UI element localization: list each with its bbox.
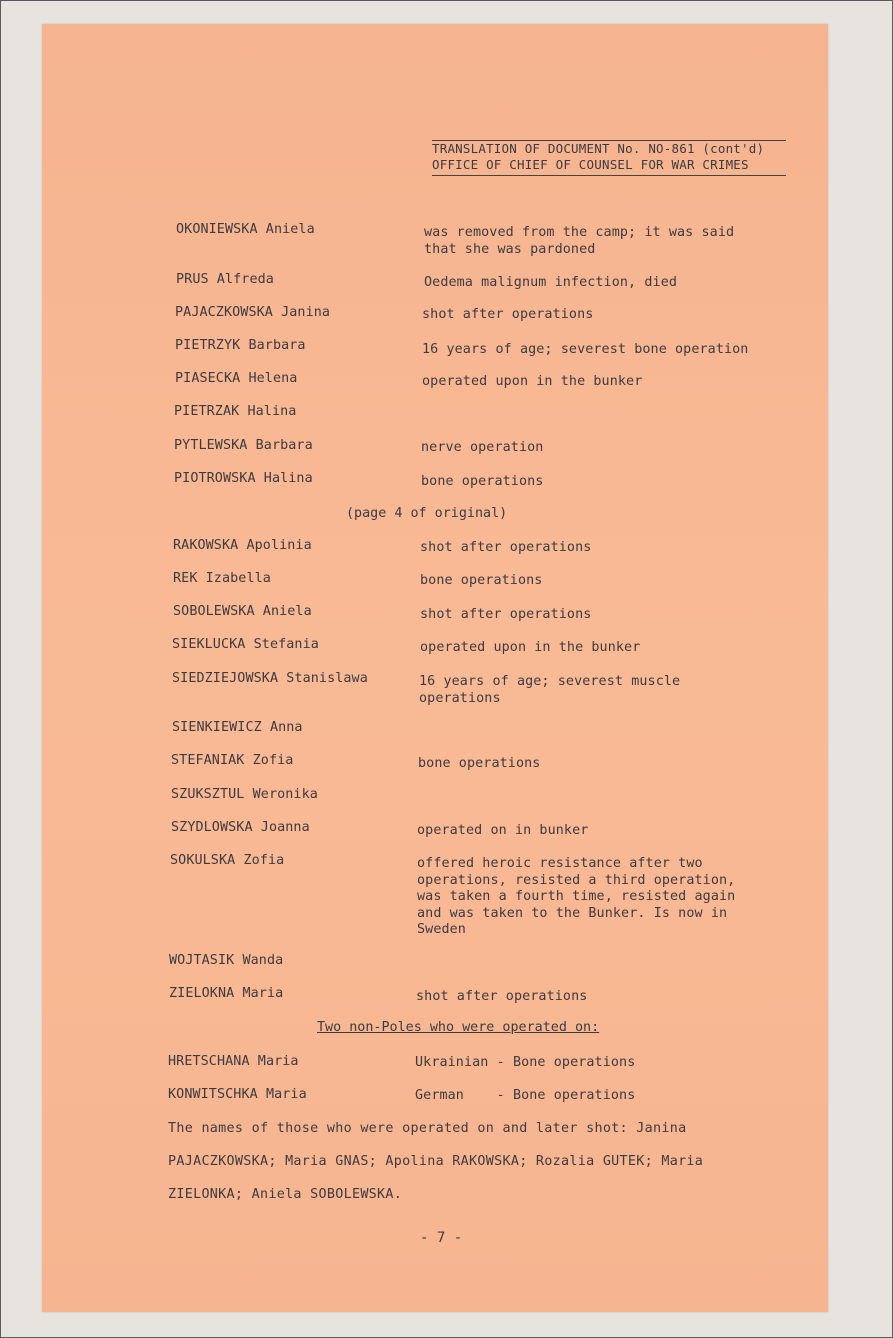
page-marker: (page 4 of original)	[346, 506, 508, 521]
entry-desc: bone operations	[421, 474, 544, 489]
header-line-1: TRANSLATION OF DOCUMENT No. NO-861 (cont'd)	[432, 140, 786, 157]
entry-desc: nerve operation	[421, 440, 544, 455]
entry-name: PIOTROWSKA Halina	[174, 471, 313, 486]
entry-desc: bone operations	[420, 573, 543, 588]
entry-name: SIEDZIEJOWSKA Stanislawa	[172, 671, 368, 686]
entry-name: PIETRZAK Halina	[174, 404, 297, 419]
header-line-2: OFFICE OF CHIEF OF COUNSEL FOR WAR CRIMES	[432, 157, 786, 176]
entry-desc: 16 years of age; severest bone operation	[422, 342, 749, 357]
entry-name: PAJACZKOWSKA Janina	[175, 305, 331, 320]
entry-name: PIASECKA Helena	[175, 371, 298, 386]
entry-desc: operated on in bunker	[417, 823, 589, 838]
entry-name: HRETSCHANA Maria	[168, 1054, 299, 1069]
entry-desc: Ukrainian - Bone operations	[415, 1055, 636, 1070]
closing-line-3: ZIELONKA; Aniela SOBOLEWSKA.	[168, 1187, 403, 1202]
entry-desc: German - Bone operations	[415, 1088, 636, 1103]
entry-desc: was removed from the camp; it was said that she was pardoned	[424, 225, 735, 257]
section-heading: Two non-Poles who were operated on:	[317, 1020, 600, 1035]
entry-name: SZUKSZTUL Weronika	[171, 787, 318, 802]
entry-name: SIENKIEWICZ Anna	[172, 720, 303, 735]
entry-desc: shot after operations	[422, 307, 594, 322]
closing-line-1: The names of those who were operated on and later shot: Janina	[168, 1121, 687, 1136]
entry-desc: 16 years of age; severest muscle operations	[419, 674, 681, 706]
entry-name: ZIELOKNA Maria	[169, 986, 284, 1001]
entry-name: RAKOWSKA Apolinia	[173, 538, 312, 553]
entry-name: SOBOLEWSKA Aniela	[173, 604, 312, 619]
entry-desc: shot after operations	[420, 540, 592, 555]
entry-name: PIETRZYK Barbara	[175, 338, 306, 353]
entry-name: SOKULSKA Zofia	[170, 853, 285, 868]
entry-desc: operated upon in the bunker	[422, 374, 643, 389]
entry-desc: shot after operations	[416, 989, 588, 1004]
entry-name: WOJTASIK Wanda	[169, 953, 284, 968]
page-number: - 7 -	[420, 1230, 463, 1246]
entry-name: KONWITSCHKA Maria	[168, 1087, 307, 1102]
entry-name: PYTLEWSKA Barbara	[174, 438, 313, 453]
entry-name: STEFANIAK Zofia	[171, 753, 294, 768]
entry-name: OKONIEWSKA Aniela	[176, 222, 315, 237]
entry-name: SIEKLUCKA Stefania	[172, 637, 319, 652]
closing-line-2: PAJACZKOWSKA; Maria GNAS; Apolina RAKOWSKA; Rozalia GUTEK; Maria	[168, 1154, 704, 1169]
entry-desc: bone operations	[418, 756, 541, 771]
entry-desc: shot after operations	[420, 607, 592, 622]
entry-desc: offered heroic resistance after two operations, resisted a third operation, was taken a fourth time, resisted again and was taken to the Bunker. Is now in Sweden	[417, 856, 736, 937]
entry-name: REK Izabella	[173, 571, 271, 586]
entry-name: PRUS Alfreda	[176, 272, 274, 287]
entry-desc: Oedema malignum infection, died	[424, 275, 678, 290]
entry-desc: operated upon in the bunker	[420, 640, 641, 655]
entry-name: SZYDLOWSKA Joanna	[171, 820, 310, 835]
